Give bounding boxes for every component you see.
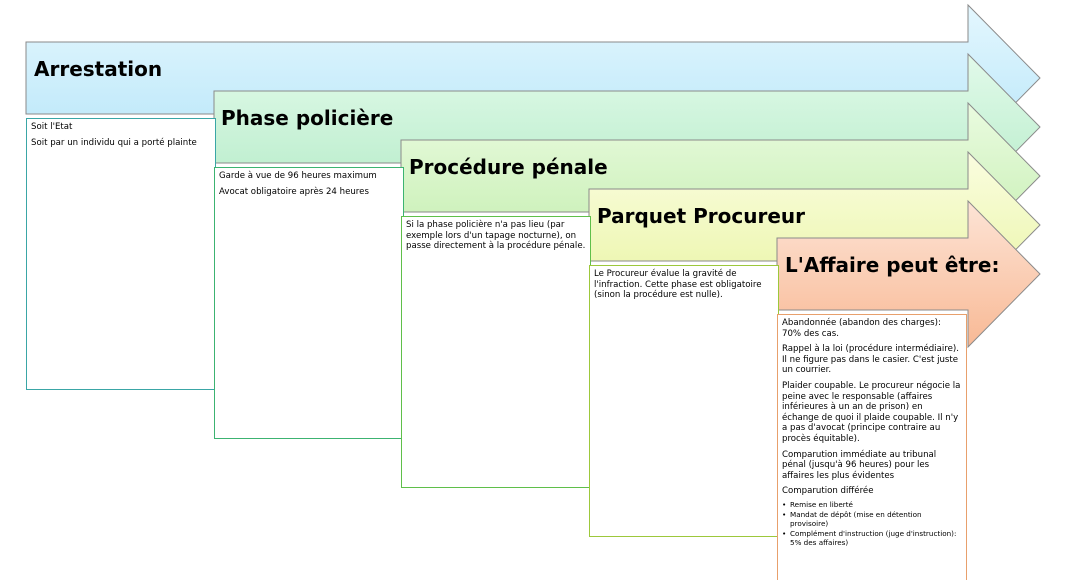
stage-title-arrestation: Arrestation [34,57,163,81]
stage-line: Comparution différée [782,486,874,497]
list-item: • Complément d'instruction (juge d'instruction): 5% des affaires) [790,529,962,547]
stage-line: Soit par un individu qui a porté plainte [31,137,197,148]
list-item: • Remise en liberté [790,500,962,509]
stage-line: Abandonnée (abandon des charges): 70% des cas. [782,318,941,339]
stage-title-parquet-procureur: Parquet Procureur [597,204,806,228]
stage-box-affaire [777,314,967,580]
stage-line: Le Procureur évalue la gravité de l'infraction. Cette phase est obligatoire (sinon la procédure est nulle). [594,269,762,301]
stage-box-arrestation [26,118,216,390]
stage-box-parquet-procureur [589,265,779,537]
stage-box-phase-policiere [214,167,404,439]
list-item: • Mandat de dépôt (mise en détention provisoire) [790,510,962,528]
stage-title-phase-policiere: Phase policière [221,106,394,130]
stage-box-procedure-penale [401,216,591,488]
stage-line: Comparution immédiate au tribunal pénal (jusqu'à 96 heures) pour les affaires les plus évidentes [782,449,937,481]
stage-line: Avocat obligatoire après 24 heures [219,186,369,197]
stage-line: Plaider coupable. Le procureur négocie la peine avec le responsable (affaires inférieures à un an de prison) en échange de quoi il plaide coupable. Il n'y a pas d'avocat (principe contraire au procès équitable). [782,380,961,444]
stage-title-affaire: L'Affaire peut être: [785,253,1000,277]
stage-line: Rappel à la loi (procédure intermédiaire). Il ne figure pas dans le casier. C'est juste un courrier. [782,344,959,376]
outcome-bullet-list [782,500,962,547]
stage-line: Garde à vue de 96 heures maximum [219,171,377,181]
stage-line: Si la phase policière n'a pas lieu (par exemple lors d'un tapage nocturne), on passe directement à la procédure pénale. [406,220,586,252]
stage-title-procedure-penale: Procédure pénale [409,155,608,179]
stage-line: Soit l'Etat [31,122,73,132]
